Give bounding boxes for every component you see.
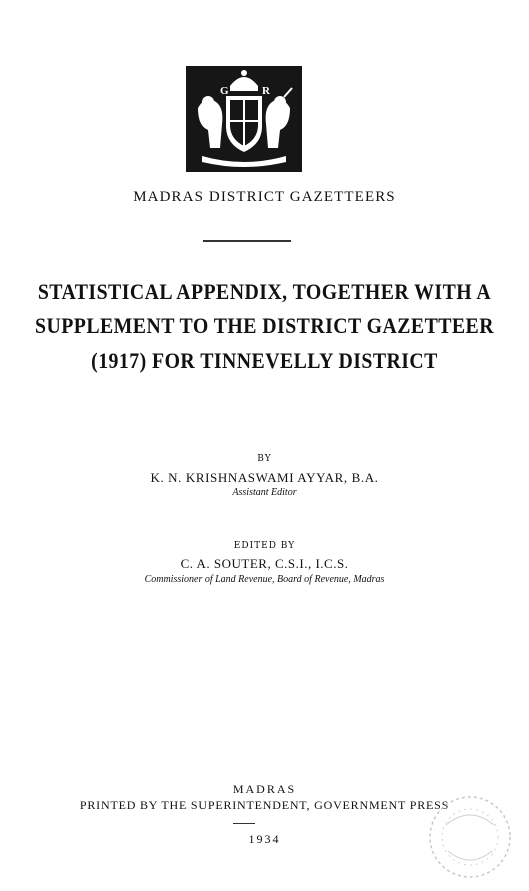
edited-by-label: EDITED BY [233,541,296,551]
author-role: Assistant Editor [232,487,297,498]
author-name: K. N. KRISHNASWAMI AYYAR, B.A. [150,470,379,485]
royal-coat-of-arms-icon [184,64,304,174]
title-line-2: SUPPLEMENT TO THE DISTRICT GAZETTEER [35,313,494,338]
imprint-divider [233,823,255,824]
library-stamp-icon [416,785,520,885]
emblem-monogram-r: R [262,85,270,97]
decorative-rule [203,240,291,242]
title-line-1: STATISTICAL APPENDIX, TOGETHER WITH A [37,279,492,304]
imprint-year: 1934 [248,832,281,846]
emblem-monogram-g: G [220,85,229,97]
imprint-printer: PRINTED BY THE SUPERINTENDENT, GOVERNMENT PRESS [79,798,450,812]
imprint-place: MADRAS [232,782,297,796]
series-title: MADRAS DISTRICT GAZETTEERS [133,189,396,205]
editor-role: Commissioner of Land Revenue, Board of Revenue, Madras [144,574,385,585]
title-line-3: (1917) FOR TINNEVELLY DISTRICT [91,348,438,373]
editor-name: C. A. SOUTER, C.S.I., I.C.S. [180,556,349,571]
by-label: BY [257,454,272,464]
